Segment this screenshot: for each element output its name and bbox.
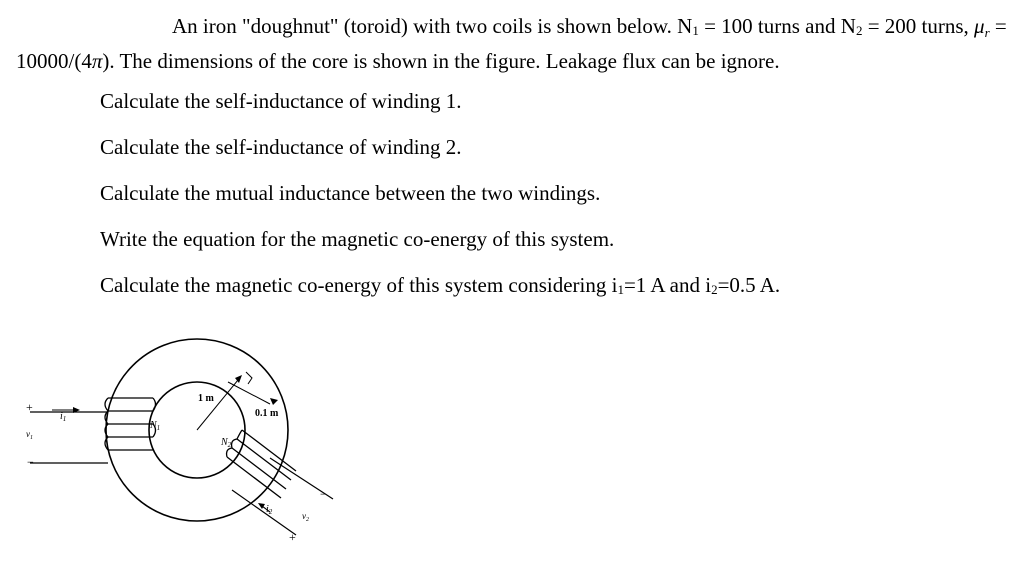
task-self-inductance-2: Calculate the self-inductance of winding 2. xyxy=(100,135,462,159)
label-N2 xyxy=(220,437,232,449)
label-i2-letter: i xyxy=(266,504,269,515)
intro-text-5: ). The dimensions of the core is shown in the figure. Leakage flux can be ignore. xyxy=(102,49,780,73)
label-i2 xyxy=(266,504,273,516)
intro-text-3: = 200 turns, xyxy=(862,14,975,38)
label-i1-sub: 1 xyxy=(62,415,67,423)
label-v1-sub: 1 xyxy=(30,435,33,441)
width-arrow-mark xyxy=(246,372,252,384)
radius-dimension-line xyxy=(197,380,238,430)
mu-subscript: r xyxy=(984,25,990,40)
task5-i2-subscript: 2 xyxy=(711,282,718,297)
label-N2-sub: 2 xyxy=(227,441,232,449)
minus-sign-1: − xyxy=(27,455,34,469)
plus-sign-1: + xyxy=(26,400,33,414)
task5-text-1: Calculate the magnetic co-energy of this system considering i xyxy=(100,273,618,297)
task-mutual-inductance: Calculate the mutual inductance between the two windings. xyxy=(100,181,601,205)
lead-2-bottom xyxy=(232,490,296,535)
label-N1-letter: N xyxy=(150,420,157,431)
task-coenergy-equation: Write the equation for the magnetic co-energy of this system. xyxy=(100,227,615,251)
label-N1-sub: 1 xyxy=(156,424,161,432)
label-v2-letter: v xyxy=(302,511,306,521)
label-v2-sub: 2 xyxy=(306,517,309,523)
width-arrow-head xyxy=(270,398,278,405)
label-v1 xyxy=(26,429,33,441)
intro-text-1: An iron "doughnut" (toroid) with two coils is shown below. N xyxy=(172,14,693,38)
task-self-inductance-1: Calculate the self-inductance of winding 1. xyxy=(100,89,462,113)
coil-1 xyxy=(105,398,156,450)
toroid-figure xyxy=(0,318,360,573)
task-coenergy-value xyxy=(100,271,780,304)
coil-2 xyxy=(227,430,296,498)
label-v1-letter: v xyxy=(26,429,30,439)
label-i2-sub: 2 xyxy=(268,508,273,516)
label-N1 xyxy=(149,420,160,432)
pi-symbol: π xyxy=(91,49,103,73)
intro-text-2: = 100 turns and N xyxy=(698,14,856,38)
label-1m: 1 m xyxy=(198,393,214,404)
task5-i1-subscript: 1 xyxy=(617,282,624,297)
n1-subscript: 1 xyxy=(692,23,699,38)
label-v2 xyxy=(302,511,309,523)
label-N2-letter: N xyxy=(221,437,228,448)
task5-text-3: =0.5 A. xyxy=(717,273,781,297)
problem-statement xyxy=(16,12,1014,76)
minus-sign-2: − xyxy=(320,487,327,501)
n2-subscript: 2 xyxy=(855,23,863,38)
task5-text-2: =1 A and i xyxy=(623,273,712,297)
intro-text-4: = 10000/(4 xyxy=(16,14,1007,73)
label-i1-letter: i xyxy=(60,411,63,422)
plus-sign-2: + xyxy=(289,530,296,544)
label-i1 xyxy=(60,411,66,423)
label-0-1m: 0.1 m xyxy=(255,408,279,419)
mu-symbol: μ xyxy=(974,14,985,38)
